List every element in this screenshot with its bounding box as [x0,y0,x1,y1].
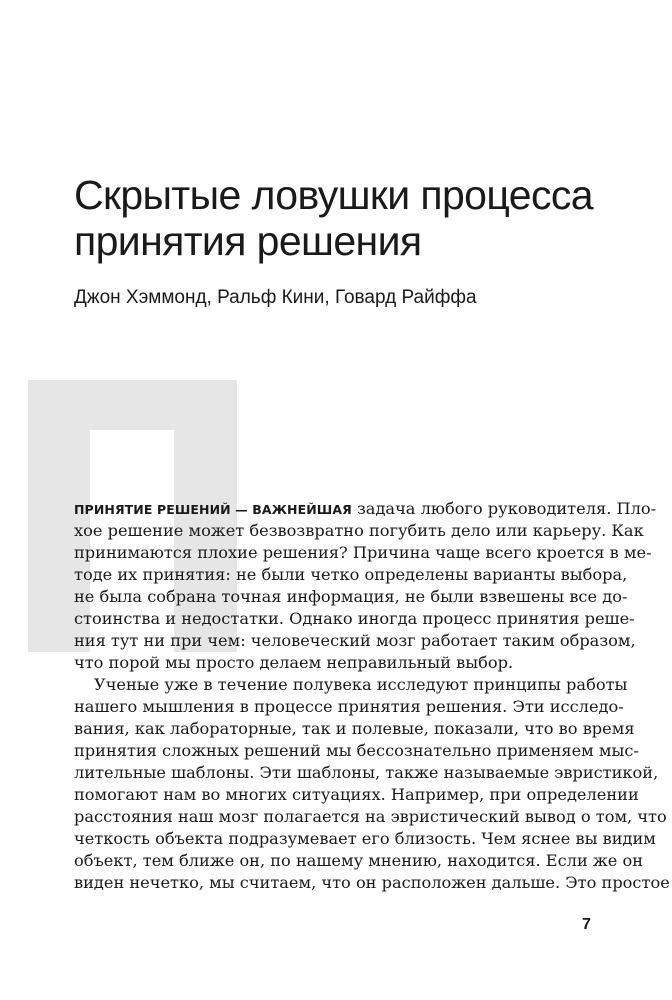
paragraph-2-line: четкость объекта подразумевает его близость. Чем яснее вы видим [74,829,656,848]
paragraph-2-line: нашего мышления в процессе принятия решения. Эти исследо- [74,697,624,716]
paragraph-1-line [74,498,657,520]
page-number: 7 [582,916,591,933]
paragraph-2-line: виден нечетко, мы считаем, что он расположен дальше. Это простое [74,873,670,892]
paragraph-1 [74,498,657,674]
paragraph-1-line: тоде их принятия: не были четко определены варианты выбора, [74,565,628,584]
article-authors: Джон Хэммонд, Ральф Кини, Говард Райффа [74,287,477,308]
paragraph-1-line: стоинства и недостатки. Однако иногда процесс принятия реше- [74,609,635,628]
paragraph-1-line: хое решение может безвозвратно погубить дело или карьеру. Как [74,521,644,540]
paragraph-1-line: что порой мы просто делаем неправильный выбор. [74,653,514,672]
article-title [74,172,634,264]
paragraph-1-line-1-text: задача любого руководителя. Пло- [351,499,657,518]
article-body [74,498,670,894]
paragraph-2-line: вания, как лабораторные, так и полевые, показали, что во время [74,719,635,738]
paragraph-1-line: не была собрана точная информация, не были взвешены все до- [74,587,628,606]
paragraph-2-line: расстояния наш мозг полагается на эвристический вывод о том, что [74,807,667,826]
paragraph-2 [74,674,670,894]
paragraph-2-line: лительные шаблоны. Эти шаблоны, также называемые эвристикой, [74,763,659,782]
paragraph-2-line: принятия сложных решений мы бессознательно применяем мыс- [74,741,639,760]
paragraph-2-line: Ученые уже в течение полувека исследуют принципы работы [94,675,628,694]
lead-in-text: ПРИНЯТИЕ РЕШЕНИЙ — ВАЖНЕЙШАЯ [74,502,352,517]
paragraph-1-line: принимаются плохие решения? Причина чаще всего кроется в ме- [74,543,652,562]
paragraph-2-line: помогают нам во многих ситуациях. Например, при определении [74,785,639,804]
article-title-line-2: принятия решения [74,218,422,264]
paragraph-2-line: объект, тем ближе он, по нашему мнению, находится. Если же он [74,851,644,870]
article-title-line-1: Скрытые ловушки процесса [74,172,593,218]
paragraph-1-line: ния тут ни при чем: человеческий мозг работает таким образом, [74,631,636,650]
